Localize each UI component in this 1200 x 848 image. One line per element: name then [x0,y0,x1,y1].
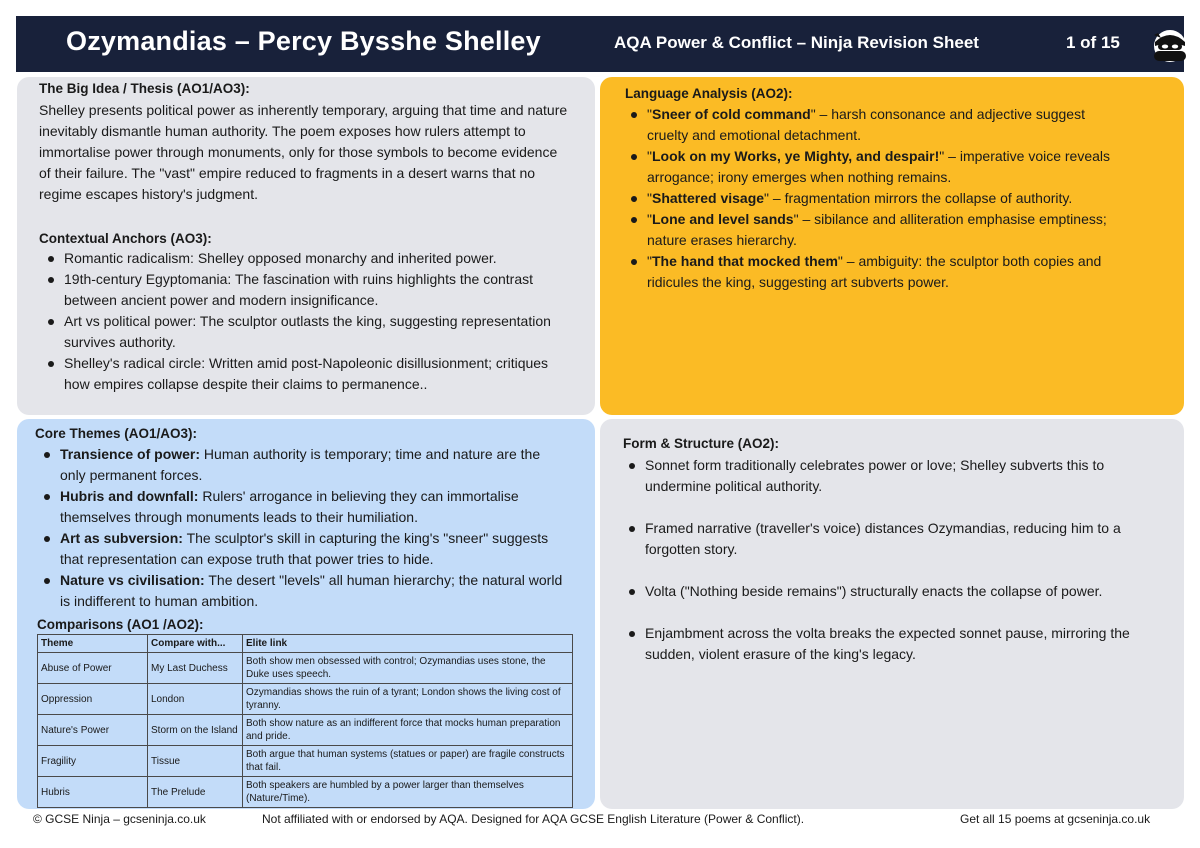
comparisons-heading: Comparisons (AO1 /AO2): [37,617,204,632]
table-row [38,746,573,777]
table-cell: Hubris [38,777,148,808]
table-cell: Both speakers are humbled by a power larger than themselves (Nature/Time). [243,777,573,808]
table-cell: My Last Duchess [148,653,243,684]
context-list [37,248,562,395]
language-item: "Sneer of cold command" – harsh consonance and adjective suggest cruelty and emotional detachment. [620,104,1125,146]
table-cell: Both show nature as an indifferent force that mocks human preparation and pride. [243,715,573,746]
table-row [38,715,573,746]
table-cell: London [148,684,243,715]
theme-item [33,486,563,528]
table-cell: Oppression [38,684,148,715]
quote: Sneer of cold command [651,106,811,122]
theme-term: Transience of power: [60,446,201,462]
form-item: Framed narrative (traveller's voice) distances Ozymandias, reducing him to a forgotten story. [618,518,1138,560]
quote: The hand that mocked them [651,253,838,269]
quote: Shattered visage [651,190,765,206]
column-header: Elite link [243,635,573,653]
table-row [38,653,573,684]
comparisons-table [37,634,573,808]
table-row [38,684,573,715]
context-item: Romantic radicalism: Shelley opposed monarchy and inherited power. [37,248,562,269]
quote-analysis: – imperative voice reveals arrogance; irony emerges when nothing remains. [647,148,1111,185]
table-cell: Storm on the Island [148,715,243,746]
page-number: 1 of 15 [1066,33,1120,52]
form-item: Volta ("Nothing beside remains") structurally enacts the collapse of power. [618,581,1138,602]
table-cell: Both show men obsessed with control; Ozymandias uses stone, the Duke uses speech. [243,653,573,684]
form-list [618,455,1138,665]
ninja-head-icon [1152,27,1188,63]
language-item: "Lone and level sands" – sibilance and alliteration emphasise emptiness; nature erases hierarchy. [620,209,1125,251]
context-item: Shelley's radical circle: Written amid post-Napoleonic disillusionment; critiques how empires collapse despite their claims to permanence.. [37,353,562,395]
theme-text: The sculptor's skill in capturing the king's "sneer" suggests that representation can expose truth that power tries to hide. [60,530,549,567]
table-cell: The Prelude [148,777,243,808]
theme-text: Rulers' arrogance in believing they can immortalise themselves through monuments leads to their humiliation. [60,488,519,525]
table-cell: Nature's Power [38,715,148,746]
themes-list [33,444,563,612]
table-row [38,777,573,808]
quote-analysis: – ambiguity: the sculptor both copies and ridicules the king, suggesting art subverts power. [647,253,1102,290]
table-cell: Fragility [38,746,148,777]
sheet-subtitle: AQA Power & Conflict – Ninja Revision Sheet [614,33,979,52]
quote-analysis: – harsh consonance and adjective suggest cruelty and emotional detachment. [647,106,1085,143]
form-item: Enjambment across the volta breaks the expected sonnet pause, mirroring the sudden, violent erasure of the king's legacy. [618,623,1138,665]
big-idea-heading: The Big Idea / Thesis (AO1/AO3): [39,81,250,96]
table-cell: Ozymandias shows the ruin of a tyrant; London shows the living cost of tyranny. [243,684,573,715]
table-cell: Abuse of Power [38,653,148,684]
column-header: Compare with... [148,635,243,653]
table-header-row [38,635,573,653]
footer-link[interactable]: Get all 15 poems at gcseninja.co.uk [960,812,1151,826]
theme-term: Nature vs civilisation: [60,572,205,588]
theme-item [33,570,563,612]
theme-term: Hubris and downfall: [60,488,199,504]
page-title: Ozymandias – Percy Bysshe Shelley [66,26,541,56]
theme-item [33,528,563,570]
context-heading: Contextual Anchors (AO3): [39,231,212,246]
table-cell: Both argue that human systems (statues or paper) are fragile constructs that fail. [243,746,573,777]
language-item: "Look on my Works, ye Mighty, and despair!" – imperative voice reveals arrogance; irony emerges when nothing remains. [620,146,1125,188]
context-item: 19th-century Egyptomania: The fascination with ruins highlights the contrast between ancient power and modern insignificance. [37,269,562,311]
form-item: Sonnet form traditionally celebrates power or love; Shelley subverts this to undermine political authority. [618,455,1138,497]
context-item: Art vs political power: The sculptor outlasts the king, suggesting representation survives authority. [37,311,562,353]
theme-text: Human authority is temporary; time and nature are the only permanent forces. [60,446,541,483]
theme-item [33,444,563,486]
theme-term: Art as subversion: [60,530,183,546]
header-bar [16,16,1184,72]
quote-analysis: – sibilance and alliteration emphasise emptiness; nature erases hierarchy. [647,211,1107,248]
big-idea-text: Shelley presents political power as inherently temporary, arguing that time and nature inevitably dismantle human authority. The poem exposes how rulers attempt to immortalise power through monuments, only for those symbols to become evidence of their failure. The "vast" empire reduced to fragments in a desert warns that no regime escapes history's judgment. [39,102,568,202]
language-list [620,104,1125,293]
language-item: "The hand that mocked them" – ambiguity: the sculptor both copies and ridicules the king, suggesting art subverts power. [620,251,1125,293]
quote: Lone and level sands [651,211,794,227]
column-header: Theme [38,635,148,653]
quote: Look on my Works, ye Mighty, and despair! [651,148,940,164]
table-cell: Tissue [148,746,243,777]
footer-copyright: © GCSE Ninja – gcseninja.co.uk [33,812,206,826]
theme-text: The desert "levels" all human hierarchy; the natural world is indifferent to human ambition. [60,572,563,609]
language-heading: Language Analysis (AO2): [625,86,793,101]
language-item: "Shattered visage" – fragmentation mirrors the collapse of authority. [620,188,1125,209]
quote-analysis: – fragmentation mirrors the collapse of authority. [769,190,1073,206]
themes-heading: Core Themes (AO1/AO3): [35,426,198,441]
form-heading: Form & Structure (AO2): [623,436,780,451]
footer-disclaimer: Not affiliated with or endorsed by AQA. Designed for AQA GCSE English Literature (Power & Conflict). [262,812,805,826]
